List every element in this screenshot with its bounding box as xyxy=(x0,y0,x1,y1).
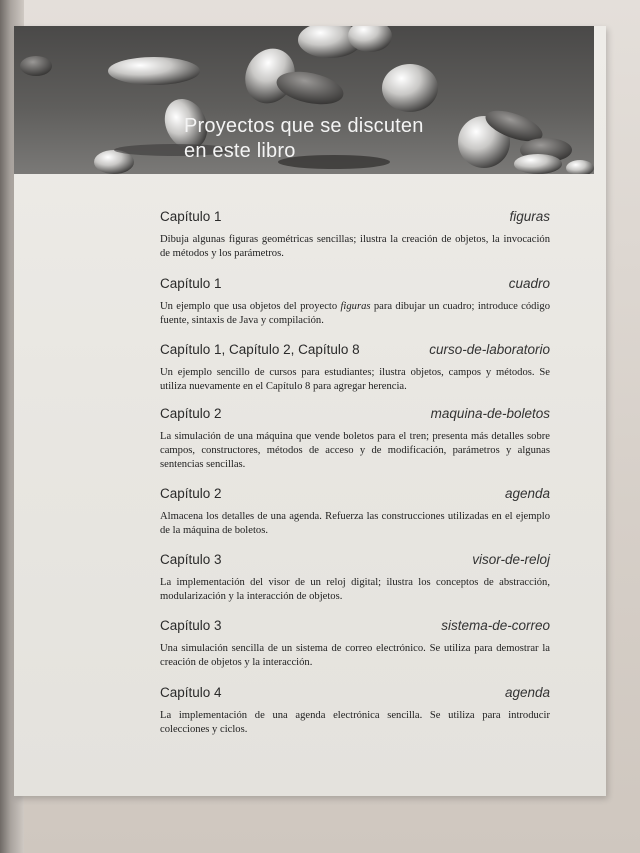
entry-chapter: Capítulo 1, Capítulo 2, Capítulo 8 xyxy=(160,342,360,357)
entry-chapter: Capítulo 3 xyxy=(160,618,222,633)
entry-header xyxy=(160,406,550,426)
entry-header xyxy=(160,552,550,572)
project-entry xyxy=(160,276,550,342)
entry-description: La simulación de una máquina que vende boletos para el tren; presenta más detalles sobre campos, constructores, métodos de acceso y de modificación, parámetros y algunas sentencias sencillas. xyxy=(160,431,550,470)
entry-project-name: agenda xyxy=(504,685,550,700)
header-banner xyxy=(14,26,594,174)
entry-description: Almacena los detalles de una agenda. Refuerza las construcciones utilizadas en el ejemplo de la máquina de boletos. xyxy=(160,511,550,536)
page-title-line-2: en este libro xyxy=(184,140,296,162)
entry-chapter: Capítulo 1 xyxy=(160,276,222,291)
project-list xyxy=(160,209,550,745)
project-entry xyxy=(160,342,550,406)
project-entry xyxy=(160,685,550,745)
entry-description: Dibuja algunas figuras geométricas sencillas; ilustra la creación de objetos, la invocación de métodos y los parámetros. xyxy=(160,234,550,259)
entry-project-name: cuadro xyxy=(508,276,550,291)
entry-project-name: sistema-de-correo xyxy=(441,618,550,633)
project-entry xyxy=(160,406,550,486)
project-entry xyxy=(160,618,550,685)
entry-chapter: Capítulo 4 xyxy=(160,685,222,700)
entry-project-name: visor-de-reloj xyxy=(472,552,550,567)
page-title-line-1: Proyectos que se discuten xyxy=(184,115,424,137)
entry-project-name: curso-de-laboratorio xyxy=(429,342,550,357)
project-entry xyxy=(160,552,550,618)
entry-project-name: maquina-de-boletos xyxy=(430,406,550,421)
project-entry xyxy=(160,209,550,276)
entry-description: Una simulación sencilla de un sistema de correo electrónico. Se utiliza para demostrar la creación de objetos y la interacción. xyxy=(160,643,550,668)
entry-header xyxy=(160,618,550,638)
entry-project-name: agenda xyxy=(504,486,550,501)
entry-description-part: para dibujar un cuadro; introduce código fuente, sintaxis de Java y compilación. xyxy=(160,301,550,326)
entry-header xyxy=(160,342,550,362)
entry-header xyxy=(160,685,550,705)
entry-header xyxy=(160,486,550,506)
entry-chapter: Capítulo 1 xyxy=(160,209,222,224)
entry-header xyxy=(160,276,550,296)
entry-chapter: Capítulo 2 xyxy=(160,486,222,501)
book-page xyxy=(14,26,606,796)
entry-description: La implementación del visor de un reloj digital; ilustra los conceptos de abstracción, modularización y la interacción de objetos. xyxy=(160,577,550,602)
entry-description: Un ejemplo sencillo de cursos para estudiantes; ilustra objetos, campos y métodos. Se utiliza nuevamente en el Capítulo 8 para agregar herencia. xyxy=(160,367,550,392)
entry-description: La implementación de una agenda electrónica sencilla. Se utiliza para introducir colecciones y ciclos. xyxy=(160,710,550,735)
entry-project-name: figuras xyxy=(509,209,550,224)
entry-description-emphasis: figuras xyxy=(340,301,371,312)
entry-description-part: Un ejemplo que usa objetos del proyecto xyxy=(160,301,341,312)
entry-description xyxy=(160,300,550,328)
project-entry xyxy=(160,486,550,552)
entry-chapter: Capítulo 3 xyxy=(160,552,222,567)
page-title xyxy=(184,114,424,164)
entry-header xyxy=(160,209,550,229)
entry-chapter: Capítulo 2 xyxy=(160,406,222,421)
